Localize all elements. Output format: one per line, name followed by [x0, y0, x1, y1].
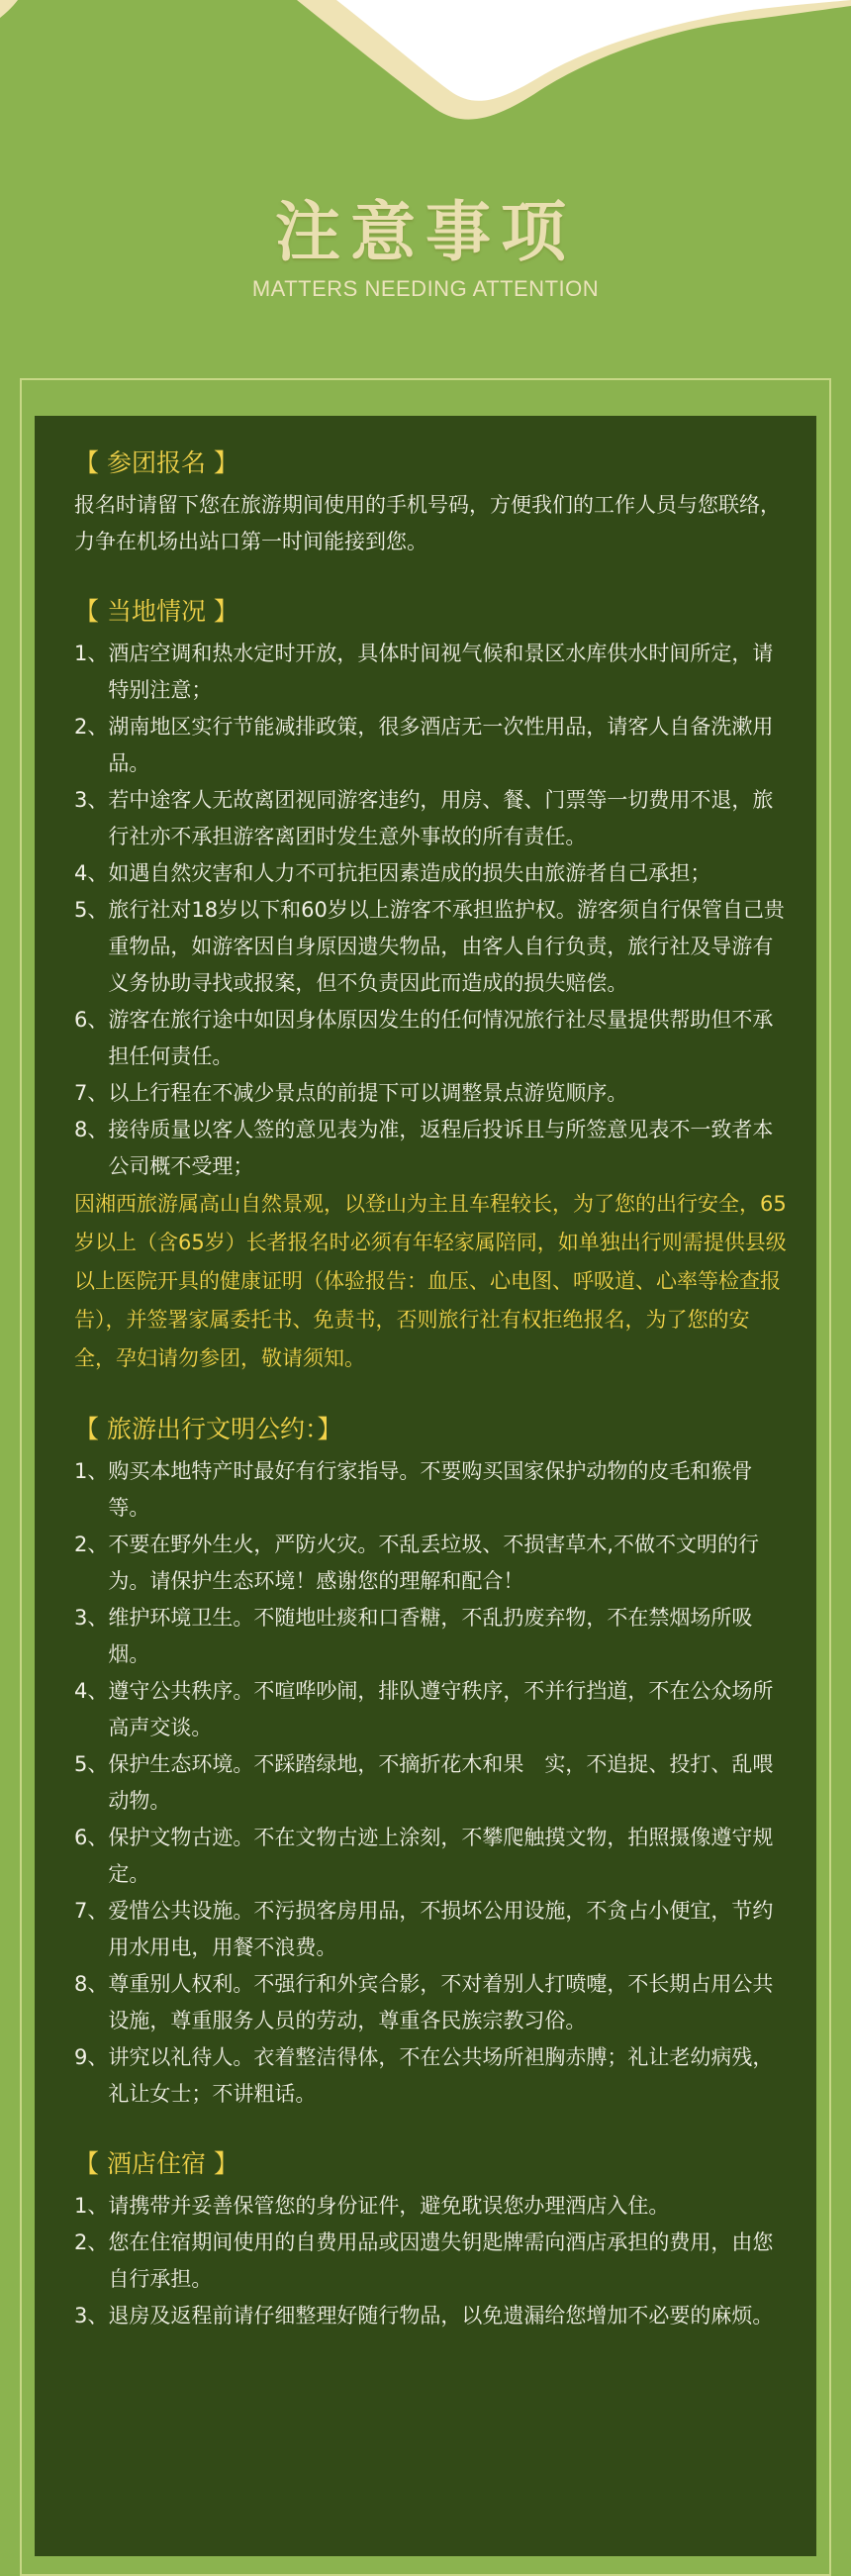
item-number: 8、	[74, 1972, 109, 1996]
item-text: 游客在旅行途中如因身体原因发生的任何情况旅行社尽量提供帮助但不承担任何责任。	[108, 1008, 774, 1068]
list-item	[74, 2039, 789, 2113]
content-panel	[35, 416, 816, 2556]
section-hotel	[74, 2144, 789, 2334]
item-text: 以上行程在不减少景点的前提下可以调整景点游览顺序。	[108, 1081, 628, 1105]
list-item	[74, 1673, 789, 1746]
page-title: 注意事项	[275, 194, 576, 270]
item-number: 5、	[74, 1752, 109, 1776]
item-text: 保护文物古迹。不在文物古迹上涂刻，不攀爬触摸文物，拍照摄像遵守规定。	[108, 1826, 774, 1886]
item-number: 2、	[74, 1533, 109, 1556]
item-number: 8、	[74, 1118, 109, 1141]
item-number: 9、	[74, 2045, 109, 2069]
item-text: 若中途客人无故离团视同游客违约，用房、餐、门票等一切费用不退，旅行社亦不承担游客离团时发生意外事故的所有责任。	[108, 788, 774, 848]
section-travel-conduct	[74, 1410, 789, 2113]
item-text: 维护环境卫生。不随地吐痰和口香糖，不乱扔废弃物，不在禁烟场所吸烟。	[108, 1606, 753, 1666]
list-item	[74, 1600, 789, 1673]
item-number: 1、	[74, 642, 109, 665]
item-text: 爱惜公共设施。不污损客房用品，不损坏公用设施，不贪占小便宜，节约用水用电，用餐不浪费。	[108, 1899, 774, 1959]
list-item	[74, 1893, 789, 1966]
item-text: 退房及返程前请仔细整理好随行物品，以免遗漏给您增加不必要的麻烦。	[108, 2304, 774, 2328]
section-text: 报名时请留下您在旅游期间使用的手机号码，方便我们的工作人员与您联络，力争在机场出站口第一时间能接到您。	[74, 493, 781, 553]
item-number: 3、	[74, 1606, 109, 1630]
section-local-info	[74, 592, 789, 1378]
item-number: 1、	[74, 2194, 109, 2218]
item-text: 湖南地区实行节能减排政策，很多酒店无一次性用品，请客人自备洗漱用品。	[108, 715, 774, 775]
item-number: 4、	[74, 861, 109, 885]
item-text: 购买本地特产时最好有行家指导。不要购买国家保护动物的皮毛和猴骨等。	[108, 1459, 753, 1520]
section-title: 【 参团报名 】	[74, 448, 238, 477]
list-item	[74, 2298, 789, 2334]
list-item	[74, 1746, 789, 1820]
section-registration	[74, 444, 789, 560]
item-number: 7、	[74, 1081, 109, 1105]
elderly-notice: 因湘西旅游属高山自然景观，以登山为主且车程较长，为了您的出行安全，65岁以上（含65岁）长者报名时必须有年轻家属陪同，如单独出行则需提供县级以上医院开具的健康证明（体验报告：血压、心电图、呼吸道、心率等检查报告），并签署家属委托书、免责书，否则旅行社有权拒绝报名，为了您的安全，孕妇请勿参团，敬请须知。	[74, 1192, 787, 1370]
top-wave-decoration	[0, 0, 851, 198]
list-item	[74, 782, 789, 855]
section-title: 【 当地情况 】	[74, 597, 238, 626]
list-item	[74, 892, 789, 1002]
item-number: 3、	[74, 2304, 109, 2328]
item-text: 接待质量以客人签的意见表为准，返程后投诉且与所签意见表不一致者本公司概不受理；	[108, 1118, 774, 1178]
item-number: 7、	[74, 1899, 109, 1923]
item-number: 6、	[74, 1008, 109, 1032]
item-text: 不要在野外生火，严防火灾。不乱丢垃圾、不损害草木,不做不文明的行为。请保护生态环境！感谢您的理解和配合！	[108, 1533, 760, 1593]
item-text: 请携带并妥善保管您的身份证件，避免耽误您办理酒店入住。	[108, 2194, 670, 2218]
item-text: 讲究以礼待人。衣着整洁得体，不在公共场所袒胸赤膊；礼让老幼病残，礼让女士；不讲粗话。	[108, 2045, 774, 2106]
header	[0, 193, 851, 302]
item-number: 5、	[74, 898, 109, 922]
item-number: 2、	[74, 715, 109, 739]
section-title: 【 旅游出行文明公约：】	[74, 1415, 342, 1443]
list-item	[74, 2188, 789, 2225]
item-number: 2、	[74, 2230, 109, 2254]
list-item	[74, 1112, 789, 1185]
item-number: 3、	[74, 788, 109, 812]
list-item	[74, 1075, 789, 1112]
list-item	[74, 855, 789, 892]
list-item	[74, 1453, 789, 1527]
list-item	[74, 2225, 789, 2298]
list-item	[74, 1966, 789, 2039]
item-text: 您在住宿期间使用的自费用品或因遗失钥匙牌需向酒店承担的费用，由您自行承担。	[108, 2230, 774, 2291]
item-text: 如遇自然灾害和人力不可抗拒因素造成的损失由旅游者自己承担；	[108, 861, 711, 885]
item-text: 遵守公共秩序。不喧哗吵闹，排队遵守秩序，不并行挡道，不在公众场所高声交谈。	[108, 1679, 774, 1739]
list-item	[74, 1002, 789, 1075]
list-item	[74, 636, 789, 709]
item-text: 酒店空调和热水定时开放，具体时间视气候和景区水库供水时间所定，请特别注意；	[108, 642, 774, 702]
item-text: 尊重别人权利。不强行和外宾合影，不对着别人打喷嚏，不长期占用公共设施，尊重服务人员的劳动，尊重各民族宗教习俗。	[108, 1972, 774, 2032]
item-number: 1、	[74, 1459, 109, 1483]
list-item	[74, 1527, 789, 1600]
item-number: 6、	[74, 1826, 109, 1849]
section-title: 【 酒店住宿 】	[74, 2149, 238, 2178]
list-item	[74, 1820, 789, 1893]
page-subtitle: MATTERS NEEDING ATTENTION	[251, 276, 600, 301]
list-item	[74, 709, 789, 782]
item-number: 4、	[74, 1679, 109, 1703]
item-text: 保护生态环境。不踩踏绿地，不摘折花木和果 实，不追捉、投打、乱喂动物。	[108, 1752, 774, 1813]
item-text: 旅行社对18岁以下和60岁以上游客不承担监护权。游客须自行保管自己贵重物品，如游客因自身原因遗失物品，由客人自行负责，旅行社及导游有义务协助寻找或报案，但不负责因此而造成的损失赔偿。	[108, 898, 785, 995]
